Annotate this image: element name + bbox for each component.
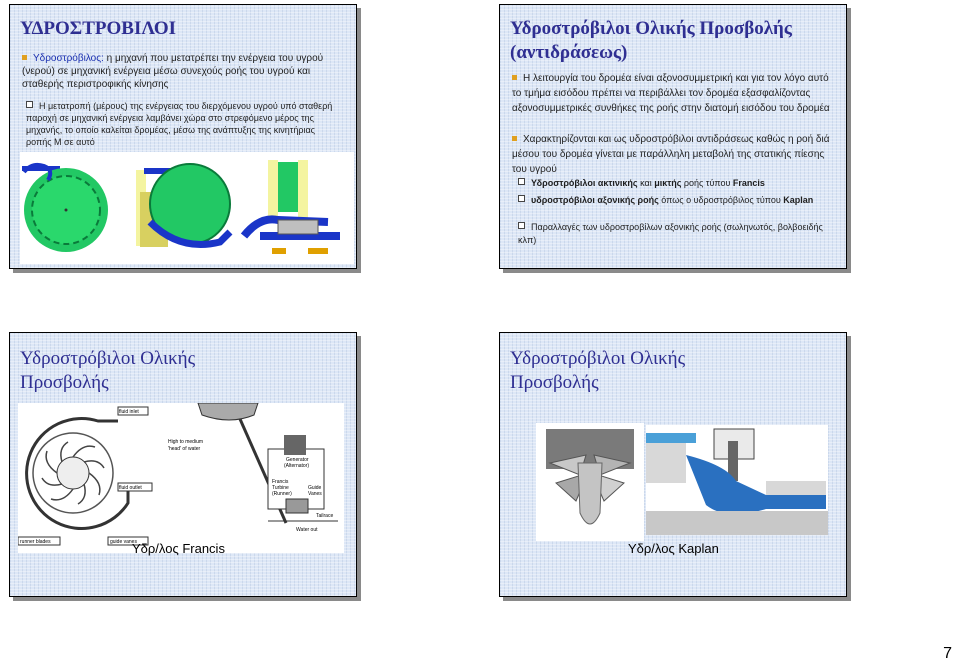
slide-1-definition: Υδροστρόβιλος: η μηχανή που μετατρέπει την ενέργεια του υγρού (νερού) σε μηχανική ενέργεια μέσω συνεχούς ροής του υγρού και σταθερής περιστροφικής κίνησης (22, 53, 324, 90)
guide-vanes-label: guide vanes (110, 539, 137, 545)
slide-1-subpoint: Η μετατροπή (μέρους) της ενέργειας του διερχόμενου υγρού υπό σταθερή παροχή σε μηχανική ενέργεια λαμβάνει χώρα στο στρεφόμενο μέρος της μηχανής, το οποίο καλείται δρομέας, μέσω της ανάπτυξης της κινητήριας ροπής Μ σε αυτό (26, 101, 333, 147)
guide-label: Guide (308, 485, 322, 491)
francis-turbine-diagram (18, 403, 344, 553)
slide-2-title: Υδροστρόβιλοι Ολικής Προσβολής (αντιδράσεως) (510, 18, 792, 63)
hollow-square-bullet-icon (26, 101, 33, 108)
slide-3-caption: Υδρ/λος Francis (132, 541, 225, 556)
fluid-outlet-label: fluid outlet (119, 485, 142, 491)
tailrace-label: Tailrace (316, 513, 334, 519)
kaplan-section-diagram (646, 425, 828, 535)
slide-2 (499, 4, 847, 269)
vanes-label: Vanes (308, 491, 322, 497)
turbine-label: Turbine (272, 485, 289, 491)
slide-2-subpoint-1: Υδροστρόβιλοι ακτινικής και μικτής ροής τύπου Francis (518, 177, 834, 190)
slide-3-title: Υδροστρόβιλοι Ολικής Προσβολής (20, 348, 196, 393)
hollow-square-bullet-icon (518, 195, 525, 202)
slide-1-title: ΥΔΡΟΣΤΡΟΒΙΛΟΙ (20, 18, 177, 39)
slide-4 (499, 332, 847, 597)
square-bullet-icon (22, 55, 27, 60)
francis-label: Francis (272, 479, 289, 485)
alternator-label: (Alternator) (284, 463, 310, 469)
slide-4-caption: Υδρ/λος Kaplan (628, 541, 719, 556)
slide-2-bullet-1: Η λειτουργία του δρομέα είναι αξονοσυμμετρική και για τον λόγο αυτό το τμήμα εισόδου πρέπει να περιβάλλει τον δρομέα εξασφαλίζοντας αξονοσυμμετρικές συνθήκες της ροής στην διατομή εισόδου του δρομέα (512, 73, 830, 114)
kaplan-runner-photo (536, 423, 644, 541)
square-bullet-icon (512, 75, 517, 80)
generator-label: Generator (286, 457, 309, 463)
water-out-label: Water out (296, 527, 318, 533)
slide-2-subpoint-3: Παραλλαγές των υδροστροβίλων αξονικής ροής (σωληνωτός, βολβοειδής κλπ) (518, 222, 823, 245)
runner-blades-label: runner blades (20, 539, 51, 545)
slide-2-subpoint-2: υδροστρόβιλοι αξονικής ροής όπως ο υδροστρόβιλος τύπου Kaplan (518, 194, 830, 207)
slide-2-bullet-2: Χαρακτηρίζονται και ως υδροστρόβιλοι αντιδράσεως καθώς η ροή διά μέσου του δρομέα γίνεται με παράλληλη μεταβολή της στατικής πίεσης του υγρού (512, 134, 830, 175)
slide-4-title: Υδροστρόβιλοι Ολικής Προσβολής (510, 348, 686, 393)
slide-1 (9, 4, 357, 269)
square-bullet-icon (512, 136, 517, 141)
page-number: 7 (943, 645, 952, 662)
hollow-square-bullet-icon (518, 222, 525, 229)
fluid-inlet-label: fluid inlet (119, 409, 139, 415)
runner-flow-diagrams (20, 152, 354, 264)
hollow-square-bullet-icon (518, 178, 525, 185)
runner-label: (Runner) (272, 491, 292, 497)
slide-3 (9, 332, 357, 597)
head-label-1: High to medium (168, 439, 204, 445)
head-label-2: 'head' of water (168, 446, 201, 452)
